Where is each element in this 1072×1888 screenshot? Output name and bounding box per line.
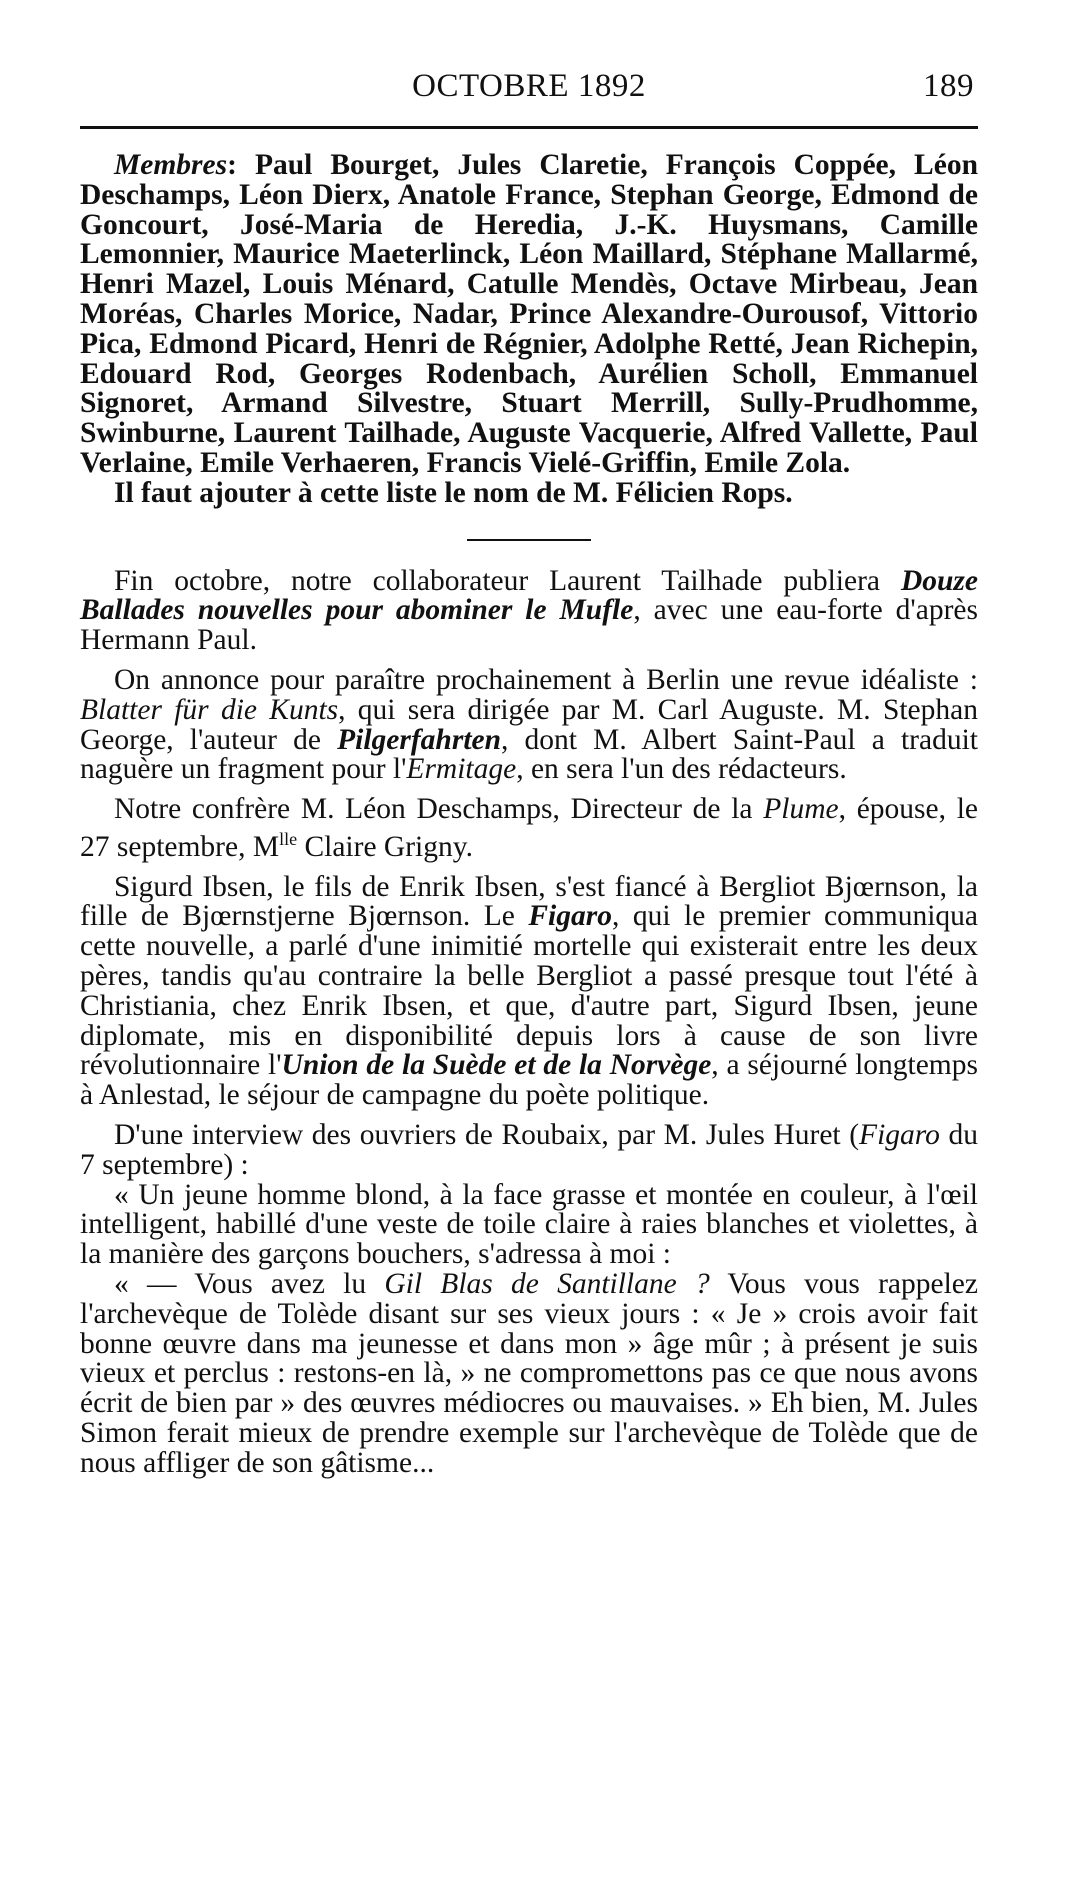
- members-list: : Paul Bourget, Jules Claretie, François Coppée, Léon Deschamps, Léon Dierx, Anatole France, Stephan George, Edmond de Goncourt, José-Maria de Heredia, J.-K. Huysmans, Camille Lemonnier, Maurice Maeterlinck, Léon Maillard, Stéphane Mallarmé, Henri Mazel, Louis Ménard, Catulle Mendès, Octave Mirbeau, Jean Moréas, Charles Morice, Nadar, Prince Alexandre-Ourousof, Vittorio Pica, Edmond Picard, Henri de Régnier, Adolphe Retté, Jean Richepin, Edouard Rod, Georges Rodenbach, Aurélien Scholl, Emmanuel Signoret, Armand Silvestre, Stuart Merrill, Sully-Prudhomme, Swinburne, Laurent Tailhade, Auguste Vacquerie, Alfred Vallette, Paul Verlaine, Emile Verhaeren, Francis Vielé-Griffin, Emile Zola.: [80, 149, 978, 479]
- revue-title: Ermitage: [406, 753, 517, 786]
- text: , qui sera dirigée par M. Carl Auguste. M. Stephan George, l'auteur de: [80, 693, 978, 756]
- section-divider: [467, 539, 591, 541]
- news-roubaix-quote2: [80, 1267, 978, 1479]
- text: , épouse, le 27 septembre, M: [80, 793, 978, 863]
- news-roubaix-intro: [80, 1118, 979, 1181]
- text: , en sera l'un des rédacteurs.: [516, 753, 847, 786]
- text: Claire Grigny.: [297, 830, 473, 863]
- book-title: Douze Ballades nouvelles pour abominer le Mufle: [80, 564, 978, 627]
- journal-page: [80, 68, 978, 1479]
- book-title: Union de la Suède et de la Norvège: [281, 1049, 712, 1082]
- book-title: Gil Blas de Santillane ?: [384, 1267, 710, 1300]
- page-number: 189: [923, 68, 974, 104]
- text: On annonce pour paraître prochainement à Berlin une revue idéaliste :: [114, 663, 978, 696]
- members-section: [80, 151, 978, 509]
- text: , a séjourné longtemps à Anlestad, le séjour de campagne du poète politique.: [80, 1049, 978, 1112]
- members-paragraph: [80, 151, 978, 479]
- text: Vous vous rappelez l'archevèque de Tolède disant sur ses vieux jours : « Je » crois avoir fait bonne œuvre dans ma jeunesse et dans mon » âge mûr ; à présent je suis vieux et perclus : restons-en là, » ne compromettons pas ce que nous avons écrit de bien par » des œuvres médiocres ou mauvaises. » Eh bien, M. Jules Simon ferait mieux de prendre exemple sur l'archevèque de Tolède que de nous affliger de son gâtisme...: [80, 1267, 978, 1479]
- newspaper-title: Figaro: [859, 1118, 940, 1151]
- news-roubaix-quote1: « Un jeune homme blond, à la face grasse et montée en couleur, à l'œil intelligent, habillé d'une veste de toile claire à raies blanches et violettes, à la manière des garçons bouchers, s'adressa à moi :: [80, 1178, 978, 1271]
- members-label: Membres: [114, 149, 228, 181]
- text: D'une interview des ouvriers de Roubaix, par M. Jules Huret (: [114, 1118, 860, 1151]
- revue-title: Plume: [763, 793, 839, 826]
- revue-title: Blatter für die Kunts: [80, 693, 339, 726]
- news-ibsen: [80, 870, 978, 1112]
- text: Notre confrère M. Léon Deschamps, Directeur de la: [114, 793, 764, 826]
- text: « — Vous avez lu: [114, 1267, 385, 1300]
- text: Sigurd Ibsen, le fils de Enrik Ibsen, s'est fiancé à Bergliot Bjœrnson, la fille de Bjœrnstjerne Bjœrnson. Le: [80, 870, 978, 933]
- text: , dont M. Albert Saint-Paul a traduit naguère un fragment pour l': [80, 723, 978, 786]
- text: , avec une eau-forte d'après Hermann Paul.: [80, 594, 978, 657]
- members-addendum: Il faut ajouter à cette liste le nom de M. Félicien Rops.: [114, 476, 793, 509]
- header-title: OCTOBRE 1892: [412, 68, 646, 104]
- news-section: [80, 564, 979, 1479]
- news-tailhade: [80, 564, 978, 657]
- news-deschamps: [80, 795, 978, 862]
- text: du 7 septembre) :: [80, 1118, 979, 1181]
- running-header: [80, 68, 978, 114]
- newspaper-title: Figaro: [528, 900, 612, 933]
- text: , qui le premier communiqua cette nouvelle, a parlé d'une inimitié mortelle qui existerait entre les deux pères, tandis qu'au contraire la belle Bergliot a passé presque tout l'été à Christiania, chez Enrik Ibsen, et que, d'autre part, Sigurd Ibsen, jeune diplomate, mis en disponibilité depuis lors à cause de son livre révolutionnaire l': [80, 900, 978, 1082]
- news-berlin-revue: [80, 663, 978, 786]
- header-rule: [80, 126, 978, 129]
- book-title: Pilgerfahrten: [337, 723, 502, 756]
- text: Fin octobre, notre collaborateur Laurent Tailhade publiera: [114, 564, 901, 597]
- abbrev-sup: lle: [279, 828, 298, 849]
